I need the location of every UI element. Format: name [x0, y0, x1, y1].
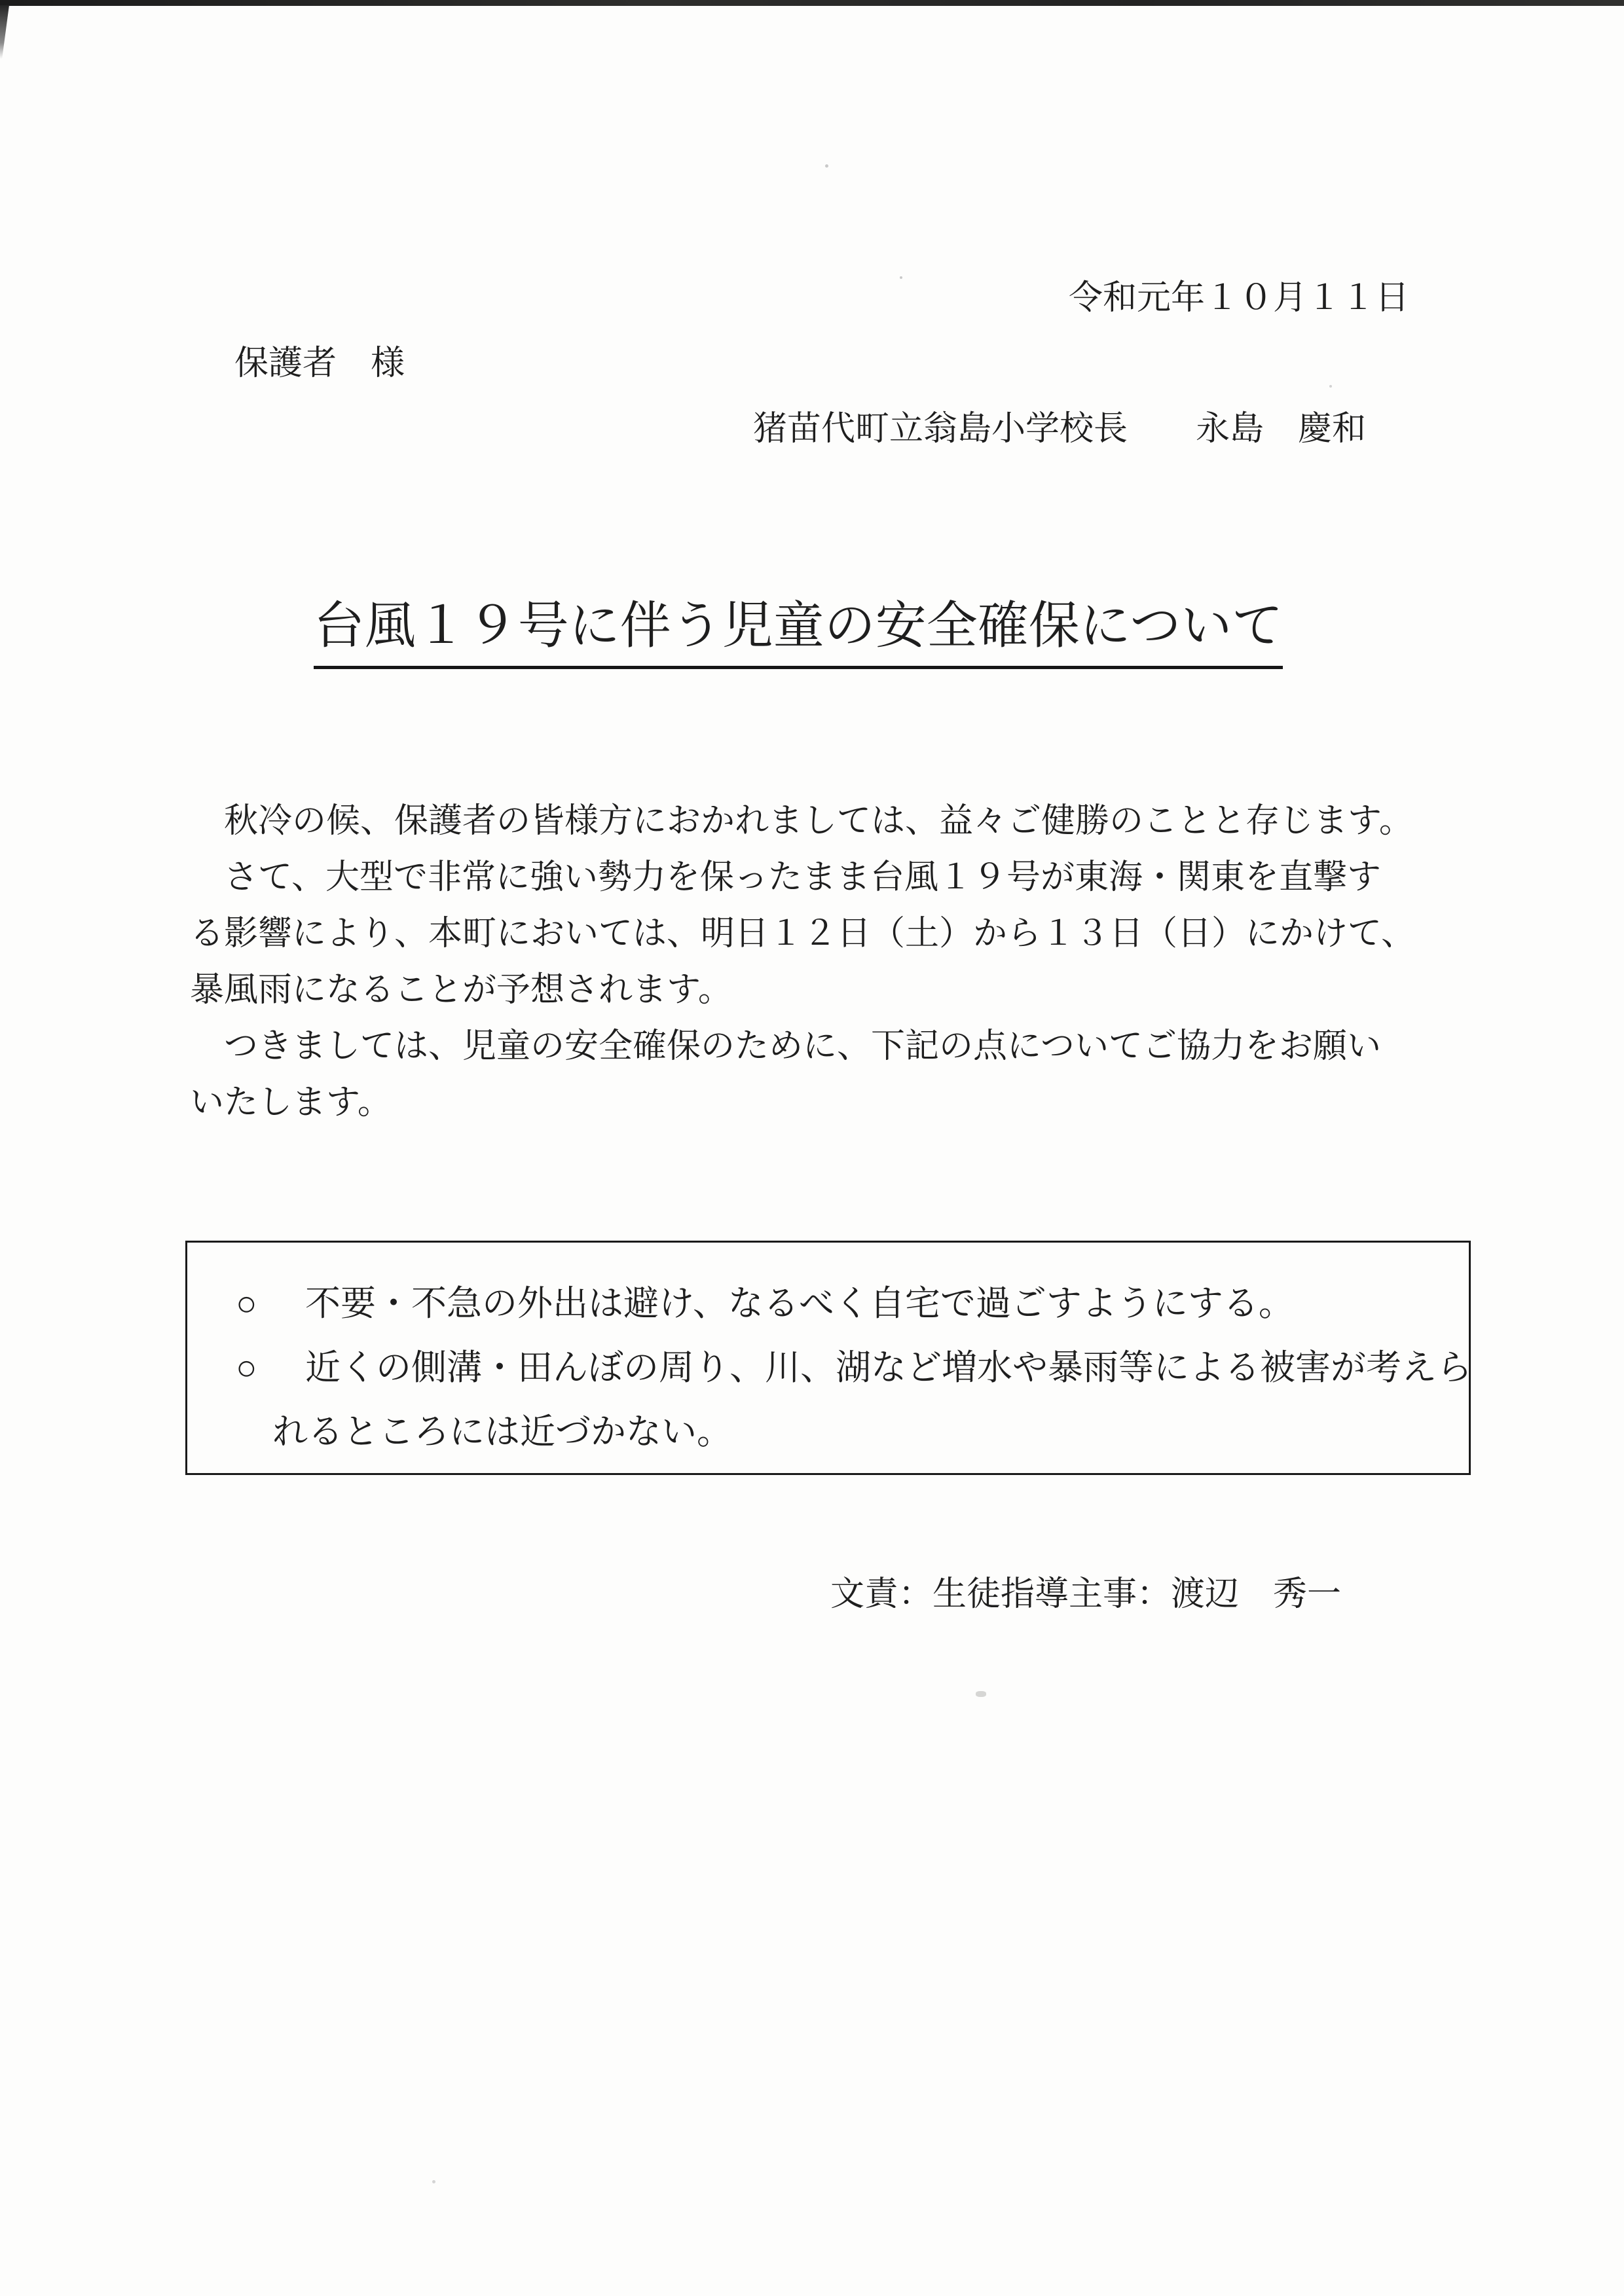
- scan-speck: [432, 2180, 435, 2183]
- body-line: 暴風雨になることが予想されます。: [190, 972, 732, 1009]
- notice-item-text: 近くの側溝・田んぼの周り、川、湖など増水や暴雨等による被害が考えら: [305, 1348, 1472, 1387]
- circle-bullet-icon: ○: [236, 1284, 257, 1323]
- notice-item: [236, 1336, 1472, 1400]
- body-line: つきましては、児童の安全確保のために、下記の点についてご協力をお願い: [190, 1028, 1381, 1065]
- document-title: [0, 585, 1596, 669]
- body-line: いたします。: [190, 1084, 392, 1121]
- notice-item-text: 不要・不急の外出は避け、なるべく自宅で過ごすようにする。: [305, 1284, 1294, 1323]
- body-line: さて、大型で非常に強い勢力を保ったまま台風１９号が東海・関東を直撃す: [190, 859, 1381, 896]
- body-paragraphs: [190, 793, 1441, 1131]
- body-line: る影響により、本町においては、明日１２日（土）から１３日（日）にかけて、: [190, 915, 1415, 953]
- notice-box: [185, 1241, 1471, 1475]
- scan-speck: [900, 276, 902, 279]
- body-line: 秋冷の候、保護者の皆様方におかれましては、益々ご健勝のことと存じます。: [190, 803, 1413, 840]
- scan-artifact-top-edge: [0, 0, 1624, 6]
- scan-speck: [825, 164, 828, 168]
- document-date: 令和元年１０月１１日: [1069, 280, 1410, 317]
- attribution-line: 文責：生徒指導主事：渡辺 秀一: [830, 1576, 1342, 1613]
- document-title-text: 台風１９号に伴う児童の安全確保について: [314, 585, 1283, 669]
- scan-speck: [976, 1691, 986, 1697]
- circle-bullet-icon: ○: [236, 1348, 257, 1387]
- notice-item-continuation: [236, 1400, 1449, 1464]
- scan-artifact-corner-mark: [0, 5, 9, 59]
- scan-speck: [1329, 385, 1332, 388]
- recipient-line: 保護者 様: [234, 345, 405, 382]
- sender-principal-line: 猪苗代町立翁島小学校長 永島 慶和: [753, 410, 1367, 448]
- notice-item: [236, 1271, 1449, 1336]
- notice-item-text: れるところには近づかない。: [272, 1412, 732, 1451]
